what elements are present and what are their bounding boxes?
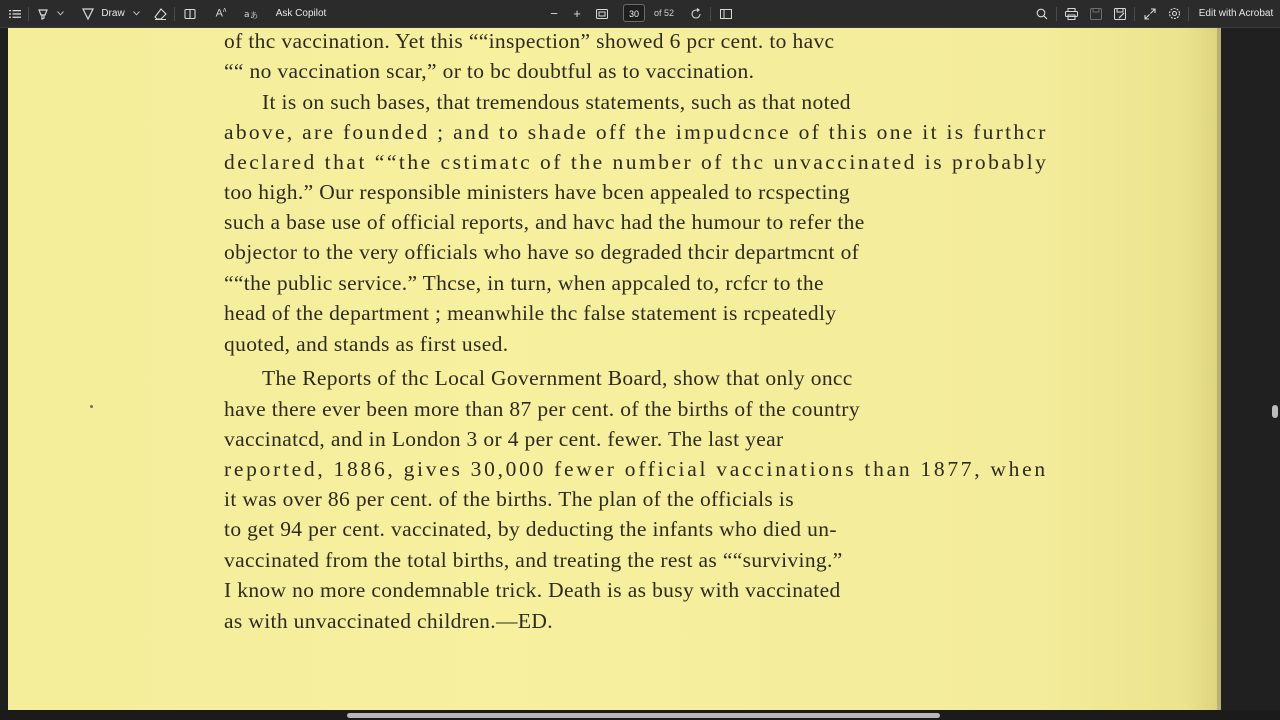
text-line: I know no more condemnable trick. Death is as busy with vaccinated [224, 578, 841, 602]
text-line: of thc vaccination. Yet this ““inspection” showed 6 pcr cent. to havc [224, 29, 835, 53]
translate-icon[interactable] [242, 0, 258, 27]
toolbar-divider [1134, 7, 1135, 21]
search-icon[interactable] [1034, 0, 1050, 27]
text-line: have there ever been more than 87 per cent. of the births of the country [224, 397, 860, 421]
text-line: reported, 1886, gives 30,000 fewer official vaccinations than 1877, when [224, 457, 1048, 481]
page-number-input[interactable]: 30 [623, 4, 645, 22]
page-view-icon[interactable] [718, 0, 734, 27]
fullscreen-icon[interactable] [1142, 0, 1158, 27]
read-aloud-icon[interactable] [182, 0, 198, 27]
text-line: ““ no vaccination scar,” or to bc doubtful as to vaccination. [224, 59, 755, 83]
scan-speck [90, 405, 93, 408]
contents-icon[interactable] [6, 0, 24, 27]
rotate-icon[interactable] [688, 0, 704, 27]
horizontal-scroll-thumb[interactable] [347, 713, 940, 718]
text-line: The Reports of thc Local Government Board, show that only oncc [262, 366, 853, 390]
text-line: as with unvaccinated children.—ED. [224, 609, 553, 633]
zoom-out-symbol: − [550, 6, 558, 21]
page-total: of 52 [654, 8, 675, 18]
svg-text:あ: あ [249, 10, 258, 20]
zoom-in-symbol: + [573, 6, 581, 21]
toolbar-divider [710, 7, 711, 21]
print-icon[interactable] [1063, 0, 1079, 27]
settings-icon[interactable] [1166, 0, 1182, 27]
text-line: head of the department ; meanwhile thc false statement is rcpeatedly [224, 301, 837, 325]
vertical-scroll-thumb[interactable] [1272, 405, 1278, 418]
pdf-page [8, 28, 1221, 710]
draw-icon[interactable] [80, 0, 96, 27]
text-line: such a base use of official reports, and havc had the humour to refer the [224, 210, 865, 234]
zoom-in-button[interactable] [570, 0, 584, 27]
pdf-toolbar [0, 0, 1280, 28]
text-line: declared that ““the cstimatc of the number of thc unvaccinated is probably [224, 150, 1049, 174]
ask-copilot-button[interactable] [276, 0, 326, 27]
toolbar-divider [1056, 7, 1057, 21]
text-line: ““the public service.” Thcse, in turn, when appcaled to, rcfcr to the [224, 271, 824, 295]
document-viewer[interactable] [0, 28, 1280, 710]
chevron-down-icon[interactable] [130, 0, 142, 27]
chevron-down-icon[interactable] [54, 0, 66, 27]
zoom-out-button[interactable] [547, 0, 561, 27]
toolbar-divider [174, 7, 175, 21]
text-line: It is on such bases, that tremendous statements, such as that noted [262, 90, 851, 114]
toolbar-divider [28, 7, 29, 21]
text-size-icon[interactable]: $A^ʌ$ [215, 7, 227, 20]
text-line: too high.” Our responsible ministers have bcen appealed to rcspecting [224, 180, 850, 204]
text-line: vaccinatcd, and in London 3 or 4 per cent. fewer. The last year [224, 427, 784, 451]
draw-label: Draw [101, 8, 125, 19]
save-icon[interactable] [1088, 0, 1104, 27]
eraser-icon[interactable] [152, 0, 168, 27]
ask-copilot-label: Ask Copilot [275, 8, 327, 19]
svg-text:a: a [243, 9, 250, 20]
text-line: above, are founded ; and to shade off the impudcnce of this one it is furthcr [224, 120, 1048, 144]
text-line: it was over 86 per cent. of the births. The plan of the officials is [224, 487, 794, 511]
toolbar-divider [1188, 7, 1189, 21]
edit-with-acrobat-label: Edit with Acrobat [1198, 8, 1274, 19]
text-line: quoted, and stands as first used. [224, 332, 509, 356]
text-line: objector to the very officials who have so degraded thcir departmcnt of [224, 240, 860, 264]
vertical-scrollbar[interactable] [1268, 28, 1280, 710]
text-line: vaccinated from the total births, and treating the rest as ““surviving.” [224, 548, 843, 572]
draw-button[interactable] [100, 0, 126, 27]
fit-page-icon[interactable] [594, 0, 610, 27]
edit-with-acrobat-button[interactable] [1196, 0, 1276, 27]
save-as-icon[interactable] [1112, 0, 1128, 27]
highlight-icon[interactable] [34, 0, 52, 27]
text-line: to get 94 per cent. vaccinated, by deducting the infants who died un- [224, 517, 837, 541]
